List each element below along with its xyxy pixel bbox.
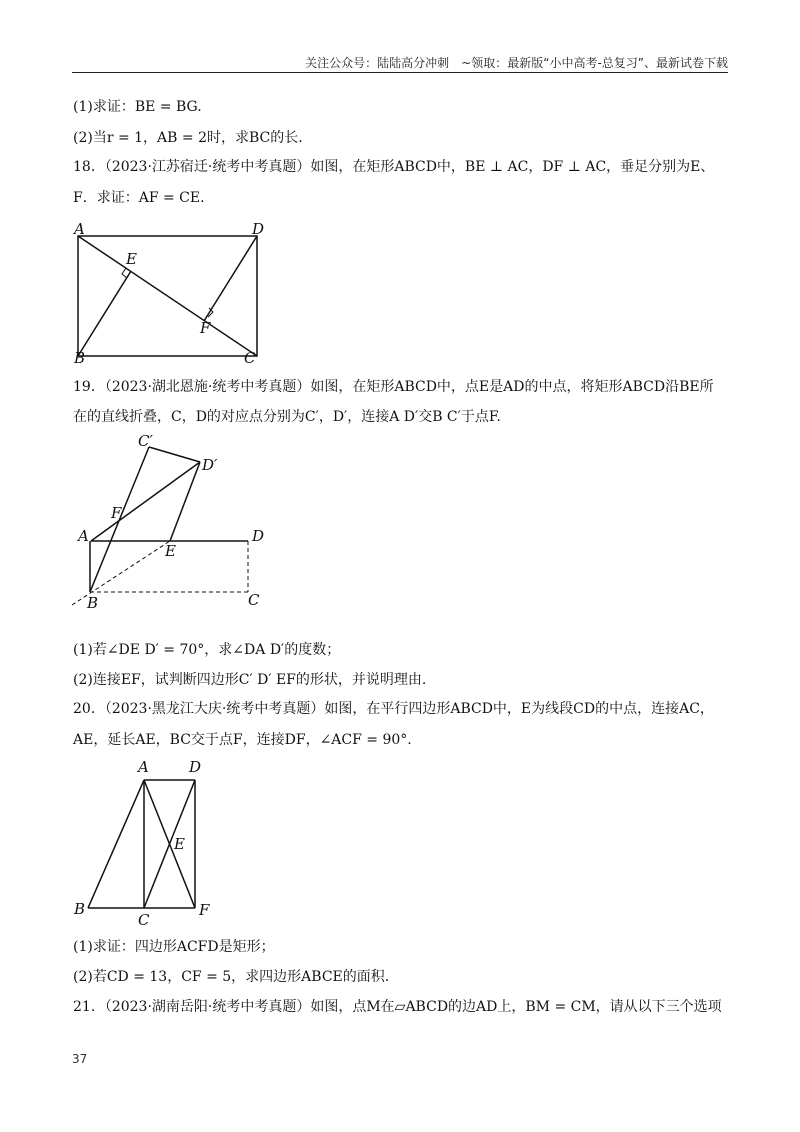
- text-line-11: (1)求证：四边形ACFD是矩形；: [73, 939, 275, 955]
- text-line-10: AE，延长AE，BC交于点F，连接DF，∠ACF = 90°.: [73, 732, 412, 748]
- label-d: D: [252, 220, 265, 238]
- label-d: D: [252, 527, 265, 545]
- diagonal-ac: [78, 236, 257, 356]
- label-b: B: [87, 594, 99, 610]
- text-line-1: (1)求证：BE = BG.: [73, 99, 202, 115]
- text-line-12: (2)若CD = 13，CF = 5，求四边形ABCE的面积.: [73, 969, 390, 985]
- label-a: A: [74, 220, 85, 238]
- figure-19: [66, 430, 276, 610]
- text-line-7: (1)若∠DE D′ = 70°，求∠DA D′的度数；: [73, 642, 341, 658]
- label-e: E: [165, 542, 176, 560]
- segment-ad-prime: [91, 462, 200, 541]
- label-c: C: [244, 349, 256, 365]
- label-a: A: [138, 758, 149, 776]
- segment-be: [78, 271, 131, 356]
- label-c-prime: C′: [138, 432, 153, 450]
- segment-c-prime-d-prime: [149, 447, 200, 462]
- text-line-6: 在的直线折叠，C，D的对应点分别为C′，D′，连接A D′交B C′于点F.: [73, 409, 501, 425]
- label-f: F: [111, 504, 122, 522]
- page-number: 37: [72, 1052, 88, 1066]
- label-d-prime: D′: [202, 456, 218, 474]
- label-e: E: [126, 250, 137, 268]
- text-line-5: 19．（2023·湖北恩施·统考中考真题）如图，在矩形ABCD中，点E是AD的中点，将矩形ABCD沿BE所: [73, 379, 714, 395]
- label-e: E: [174, 835, 185, 853]
- segment-df: [204, 236, 257, 321]
- text-line-2: (2)当r = 1，AB = 2时，求BC的长.: [73, 130, 303, 146]
- label-c: C: [138, 911, 150, 929]
- label-c: C: [248, 591, 260, 609]
- figure-18: [70, 220, 270, 365]
- label-b: B: [74, 900, 86, 918]
- label-a: A: [78, 527, 89, 545]
- text-line-9: 20．（2023·黑龙江大庆·统考中考真题）如图，在平行四边形ABCD中，E为线段CD的中点，连接AC，: [73, 701, 714, 717]
- text-line-3: 18．（2023·江苏宿迁·统考中考真题）如图，在矩形ABCD中，BE ⊥ AC，DF ⊥ AC，垂足分别为E、: [73, 159, 715, 175]
- text-line-13: 21．（2023·湖南岳阳·统考中考真题）如图，点M在▱ABCD的边AD上，BM = CM，请从以下三个选项: [73, 999, 722, 1015]
- text-line-4: F．求证：AF = CE.: [73, 190, 205, 206]
- label-d: D: [189, 758, 202, 776]
- right-angle-e: [122, 268, 127, 278]
- figure-20: [68, 752, 228, 932]
- label-f: F: [199, 901, 210, 919]
- header-rule: [72, 72, 728, 73]
- label-b: B: [74, 349, 86, 365]
- label-f: F: [200, 319, 211, 337]
- segment-ab: [88, 780, 144, 908]
- text-line-8: (2)连接EF，试判断四边形C′ D′ EF的形状，并说明理由.: [73, 672, 427, 688]
- segment-d-prime-e: [170, 462, 200, 541]
- page-header: 关注公众号：陆陆高分冲刺 ~领取：最新版“小中高考-总复习”、最新试卷下载: [305, 56, 728, 70]
